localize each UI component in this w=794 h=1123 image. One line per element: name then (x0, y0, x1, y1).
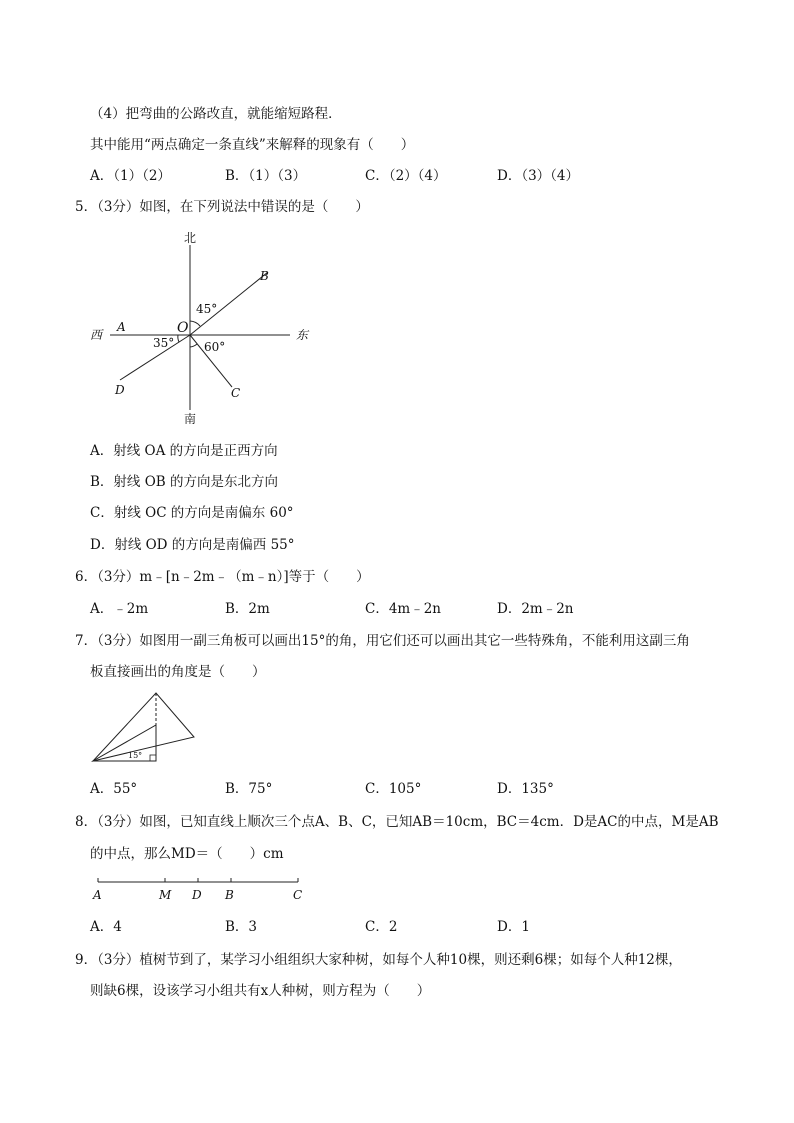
set-square-30-60 (93, 725, 156, 761)
label-south: 南 (184, 412, 197, 426)
q8-line-segment-figure (88, 872, 308, 906)
arc-60 (190, 344, 197, 347)
label-west: 西 (90, 328, 103, 342)
q5-compass-figure (80, 225, 320, 430)
arc-35 (178, 335, 179, 342)
q4-option-d[interactable]: D．（3）（4） (497, 168, 580, 184)
q7-option-d[interactable]: D．135° (497, 781, 554, 797)
q6-stem: 6．（3分）m﹣[n﹣2m﹣（m﹣n）]等于（ ） (75, 569, 370, 585)
q8-option-b[interactable]: B．3 (225, 919, 258, 935)
right-angle-mark (150, 755, 156, 761)
label-o: O (177, 320, 189, 336)
q6-option-a[interactable]: A．﹣2m (90, 601, 149, 617)
label-b: B (225, 888, 234, 902)
label-a: A (93, 888, 102, 902)
q7-stem-line2: 板直接画出的角度是（ ） (90, 664, 266, 680)
label-c: C (231, 386, 241, 400)
label-b: B (260, 269, 269, 283)
q5-option-b[interactable]: B．射线 OB 的方向是东北方向 (90, 474, 278, 490)
label-angle-15: 15° (128, 751, 143, 760)
q8-option-a[interactable]: A．4 (90, 919, 122, 935)
label-a: A (117, 320, 126, 334)
label-angle-35: 35° (153, 336, 175, 350)
q7-stem-line1: 7．（3分）如图用一副三角板可以画出15°的角，用它们还可以画出其它一些特殊角，不能利用这副三角 (75, 633, 690, 649)
label-north: 北 (184, 231, 197, 245)
q7-option-a[interactable]: A．55° (90, 781, 138, 797)
label-d: D (115, 383, 125, 397)
q7-option-b[interactable]: B．75° (225, 781, 273, 797)
label-m: M (159, 888, 172, 902)
q4-option-a[interactable]: A．（1）（2） (90, 168, 171, 184)
q7-option-c[interactable]: C．105° (365, 781, 422, 797)
q6-option-d[interactable]: D．2m﹣2n (497, 601, 574, 617)
label-c: C (293, 888, 303, 902)
q5-option-a[interactable]: A．射线 OA 的方向是正西方向 (90, 443, 278, 459)
q9-stem-line1: 9．（3分）植树节到了，某学习小组组织大家种树，如每个人种10棵，则还剩6棵；如每个人种12棵， (75, 952, 682, 968)
q4-option-b[interactable]: B．（1）（3） (225, 168, 307, 184)
q9-stem-line2: 则缺6棵，设该学习小组共有x人种树，则方程为（ ） (90, 983, 431, 999)
arc-45 (190, 321, 200, 326)
q6-option-b[interactable]: B．2m (225, 601, 270, 617)
q4-item4: （4）把弯曲的公路改直，就能缩短路程． (90, 106, 342, 122)
q4-stem: 其中能用“两点确定一条直线”来解释的现象有（ ） (90, 137, 415, 153)
q8-option-d[interactable]: D．1 (497, 919, 530, 935)
q8-option-c[interactable]: C．2 (365, 919, 398, 935)
label-angle-60: 60° (204, 340, 226, 354)
q8-stem-line2: 的中点，那么MD＝（ ）cm (90, 846, 284, 862)
set-square-45 (93, 693, 194, 761)
q5-stem: 5．（3分）如图，在下列说法中错误的是（ ） (75, 199, 369, 215)
q7-triangle-figure (88, 688, 203, 768)
q6-option-c[interactable]: C．4m﹣2n (365, 601, 442, 617)
label-d: D (192, 888, 202, 902)
q8-stem-line1: 8．（3分）如图，已知直线上顺次三个点A、B、C，已知AB＝10cm，BC＝4cm．D是AC的中点，M是AB (75, 814, 719, 830)
q5-option-c[interactable]: C．射线 OC 的方向是南偏东 60° (90, 505, 294, 521)
q5-option-d[interactable]: D．射线 OD 的方向是南偏西 55° (90, 537, 295, 553)
q4-option-c[interactable]: C．（2）（4） (365, 168, 447, 184)
label-east: 东 (296, 328, 309, 342)
label-angle-45: 45° (196, 302, 218, 316)
